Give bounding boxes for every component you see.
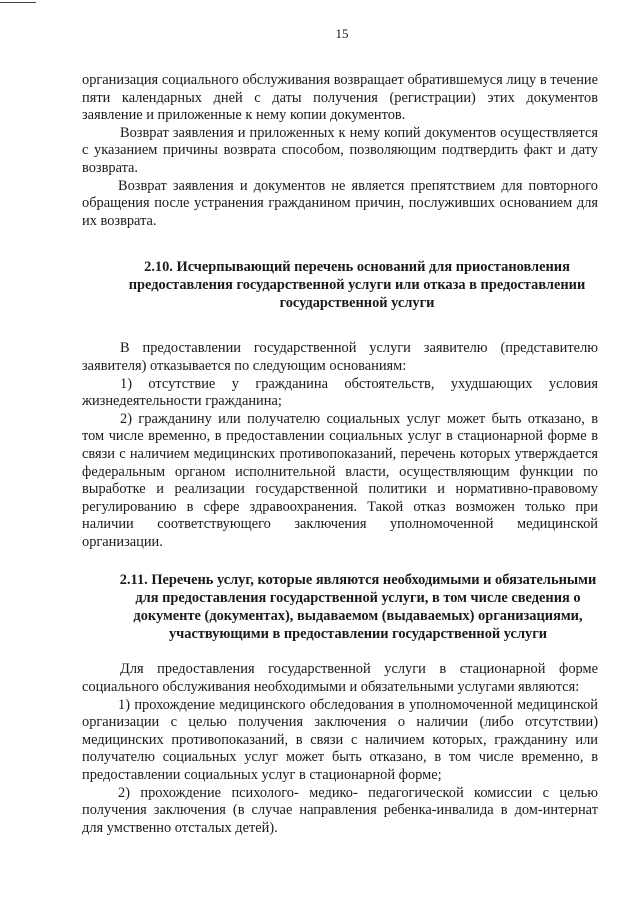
page-number: 15: [335, 26, 349, 41]
section-2-10-item-2: 2) гражданину или получателю социальных услуг может быть отказано, в том числе временно, в предоставлении социальных услуг в стационарной форме в связи с наличием медицинских противопоказаний, перечень которых утверждается федеральным органом исполнительной власти, осуществляющим функции по выработке и реализации государственной политики и нормативно-правовому регулированию в сфере здравоохранения. Такой отказ возможен только при наличии соответствующего заключения уполномоченной медицинской организации.: [82, 410, 598, 550]
section-2-10-heading: 2.10. Исчерпывающий перечень оснований для приостановления предоставления государственной услуги или отказа в предоставлении государственной услуги: [128, 259, 586, 312]
return-documents-paragraph: организация социального обслуживания возвращает обратившемуся лицу в течение пяти календарных дней с даты получения (регистрации) этих документов заявление и приложенные к нему копии документов.: [82, 72, 598, 124]
section-2-10-item-1: 1) отсутствие у гражданина обстоятельств, ухудшающих условия жизнедеятельности гражданина;: [82, 375, 598, 410]
section-2-10-intro: В предоставлении государственной услуги заявителю (представителю заявителя) отказывается по следующим основаниям:: [82, 340, 598, 374]
section-2-11-intro: Для предоставления государственной услуги в стационарной форме социального обслуживания необходимыми и обязательными услугами являются:: [82, 661, 598, 696]
section-2-11-heading: 2.11. Перечень услуг, которые являются необходимыми и обязательными для предоставления государственной услуги, в том числе сведения о документе (документах), выдаваемом (выдаваемых) организациями, участвующими в предоставлении государственной услуги: [119, 572, 597, 643]
section-2-11-item-2: 2) прохождение психолого- медико- педагогической комиссии с целью получения заключения (в случае направления ребенка-инвалида в дом-интернат для умственно отсталых детей).: [82, 784, 598, 836]
return-method-paragraph: Возврат заявления и приложенных к нему копий документов осуществляется с указанием причины возврата способом, позволяющим подтвердить факт и дату возврата.: [82, 124, 598, 176]
document-page: [82, 26, 598, 837]
return-not-obstacle-paragraph: Возврат заявления и документов не является препятствием для повторного обращения после устранения гражданином причин, послуживших основанием для их возврата.: [82, 177, 598, 229]
section-2-11-item-1: 1) прохождение медицинского обследования в уполномоченной медицинской организации с целью получения заключения о наличии (либо отсутствии) медицинских противопоказаний, в связи с наличием которых, гражданину или получателю социальных услуг может быть отказано, в том числе временно, в предоставлении социальных услуг в стационарной форме;: [82, 696, 598, 784]
top-edge-rule: [0, 2, 36, 3]
